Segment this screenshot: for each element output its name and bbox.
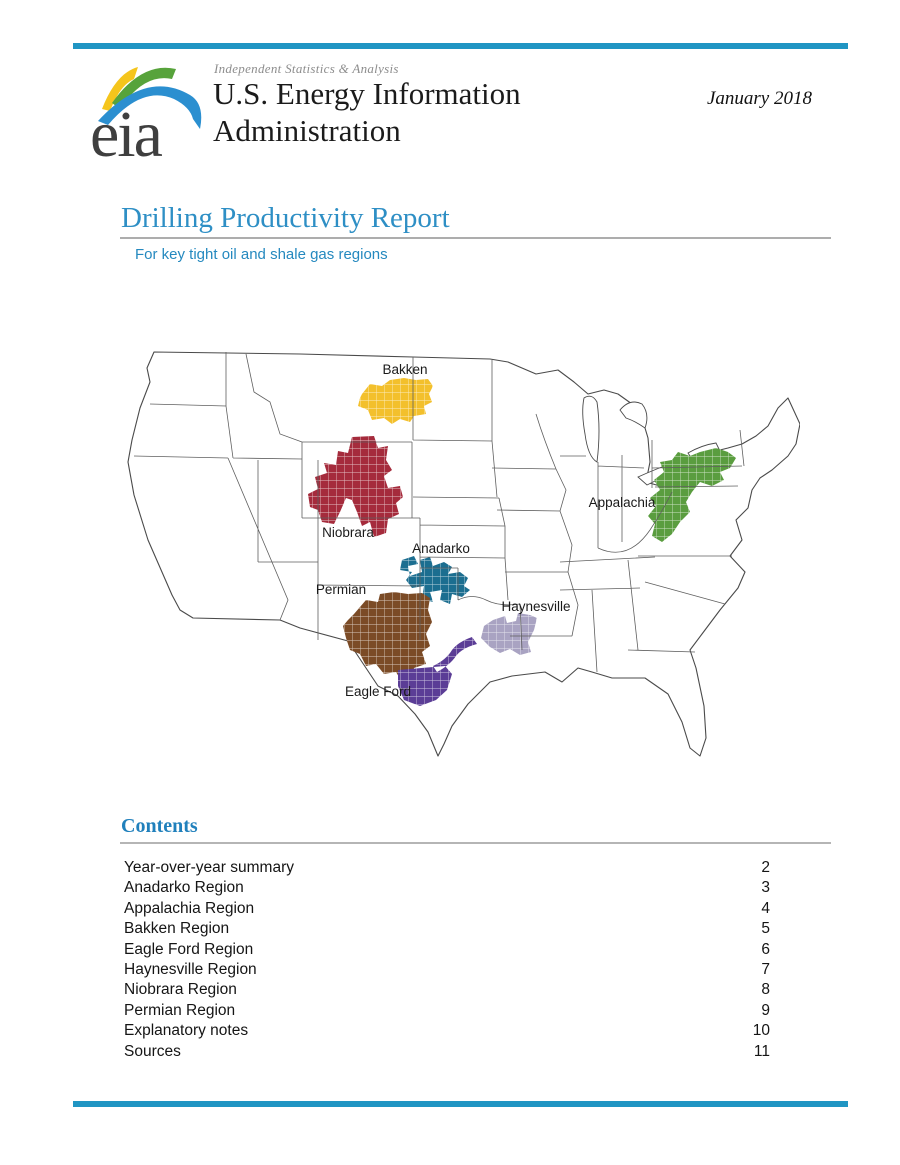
toc-entry-page: 6 xyxy=(761,940,770,958)
contents-rule xyxy=(120,842,831,844)
table-of-contents xyxy=(124,858,770,1062)
toc-row xyxy=(124,878,770,898)
label-permian: Permian xyxy=(315,582,367,597)
label-eagle-ford: Eagle Ford xyxy=(344,684,412,699)
eia-logo xyxy=(90,57,212,163)
toc-entry-page: 10 xyxy=(752,1022,770,1040)
toc-row xyxy=(124,980,770,1000)
agency-name-line2: Administration xyxy=(213,112,401,148)
agency-name-line1: U.S. Energy Information xyxy=(213,76,521,111)
toc-entry-label: Eagle Ford Region xyxy=(124,940,254,958)
logo-wordmark: eia xyxy=(90,98,161,163)
label-niobrara: Niobrara xyxy=(322,525,374,540)
toc-entry-page: 11 xyxy=(753,1042,770,1060)
agency-name xyxy=(213,76,521,149)
toc-entry-label: Appalachia Region xyxy=(124,899,255,917)
toc-entry-label: Explanatory notes xyxy=(124,1022,249,1040)
top-accent-rule xyxy=(73,43,848,49)
toc-row xyxy=(124,960,770,980)
toc-entry-label: Permian Region xyxy=(124,1001,236,1019)
toc-entry-page: 9 xyxy=(761,1001,770,1019)
toc-entry-page: 8 xyxy=(761,981,770,999)
bottom-accent-rule xyxy=(73,1101,848,1107)
toc-entry-page: 7 xyxy=(761,961,770,979)
toc-row xyxy=(124,899,770,919)
toc-entry-label: Sources xyxy=(124,1042,181,1060)
title-rule xyxy=(120,237,831,239)
toc-entry-page: 4 xyxy=(761,899,770,917)
toc-entry-label: Bakken Region xyxy=(124,920,230,938)
toc-entry-label: Niobrara Region xyxy=(124,981,237,999)
agency-tagline: Independent Statistics & Analysis xyxy=(214,61,399,76)
report-subtitle: For key tight oil and shale gas regions xyxy=(135,246,388,263)
label-anadarko: Anadarko xyxy=(412,541,470,556)
label-appalachia: Appalachia xyxy=(588,495,656,510)
issue-date: January 2018 xyxy=(706,88,812,109)
toc-row xyxy=(124,1042,770,1062)
toc-row xyxy=(124,1001,770,1021)
toc-entry-label: Haynesville Region xyxy=(124,961,257,979)
toc-entry-page: 3 xyxy=(761,879,770,897)
label-bakken: Bakken xyxy=(382,362,428,377)
toc-entry-page: 5 xyxy=(761,920,770,938)
contents-heading: Contents xyxy=(121,815,198,837)
toc-row xyxy=(124,940,770,960)
toc-entry-label: Anadarko Region xyxy=(124,879,244,897)
label-haynesville: Haynesville xyxy=(501,599,571,614)
toc-entry-label: Year-over-year summary xyxy=(124,859,294,876)
report-title: Drilling Productivity Report xyxy=(121,202,450,234)
toc-row xyxy=(124,919,770,939)
toc-row xyxy=(124,1021,770,1041)
toc-entry-page: 2 xyxy=(761,859,770,876)
us-shale-regions-map xyxy=(110,345,800,765)
toc-row xyxy=(124,858,770,878)
